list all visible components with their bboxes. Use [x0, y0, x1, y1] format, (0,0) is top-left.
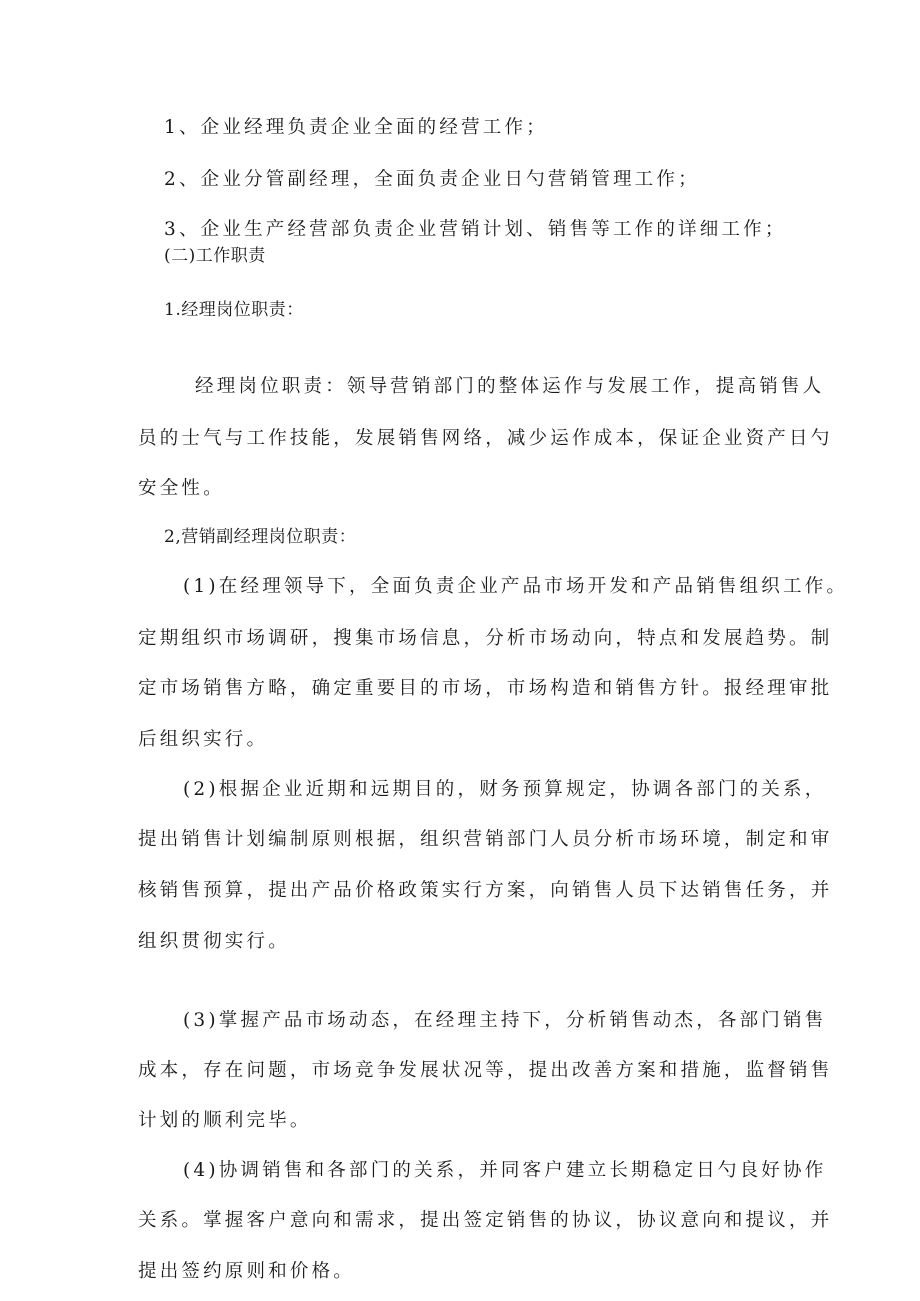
sub1-title: 1.经理岗位职责： — [164, 300, 304, 320]
org-item-2: 2、企业分管副经理，全面负责企业日勺营销管理工作； — [164, 169, 700, 190]
p4-line: (4)协调销售和各部门的关系，并同客户建立长期稳定日勺良好协作 — [183, 1160, 827, 1181]
p2-line: 核销售预算，提出产品价格政策实行方案，向销售人员下达销售任务，并 — [138, 880, 833, 901]
p1-line: 后组织实行。 — [138, 729, 269, 750]
p4-line: 提出签约原则和价格。 — [138, 1261, 356, 1282]
p2-line: 组织贯彻实行。 — [138, 931, 290, 952]
sub1-body-line: 经理岗位职责：领导营销部门的整体运作与发展工作，提高销售人 — [195, 376, 825, 397]
p1-line: 定市场销售方略，确定重要目的市场，市场构造和销售方针。报经理审批 — [138, 678, 833, 699]
p1-line: 定期组织市场调研，搜集市场信息，分析市场动向，特点和发展趋势。制 — [138, 628, 833, 649]
p3-line: 计划的顺利完毕。 — [138, 1110, 312, 1131]
org-item-1: 1、企业经理负责企业全面的经营工作； — [164, 117, 548, 138]
p3-line: (3)掌握产品市场动态，在经理主持下，分析销售动杰，各部门销售 — [183, 1010, 827, 1031]
org-item-3: 3、企业生产经营部负责企业营销计划、销售等工作的详细工作； — [164, 219, 787, 240]
p4-line: 关系。掌握客户意向和需求，提出签定销售的协议，协议意向和提议，并 — [138, 1210, 833, 1231]
sub1-body-line: 员的士气与工作技能，发展销售网络，减少运作成本，保证企业资产日勺 — [138, 428, 833, 449]
p1-line: (1)在经理领导下，全面负责企业产品市场开发和产品销售组织工作。 — [183, 576, 849, 597]
sub2-title: 2,营销副经理岗位职责： — [164, 527, 357, 547]
section-title: (二)工作职责 — [164, 246, 266, 266]
p2-line: 提出销售计划编制原则根据，组织营销部门人员分析市场环境，制定和审 — [138, 829, 833, 850]
p2-line: (2)根据企业近期和远期目的，财务预算规定，协调各部门的关系， — [183, 779, 827, 800]
sub1-body-line: 安全性。 — [138, 478, 225, 499]
p3-line: 成本，存在问题，市场竞争发展状况等，提出改善方案和措施，监督销售 — [138, 1060, 833, 1081]
